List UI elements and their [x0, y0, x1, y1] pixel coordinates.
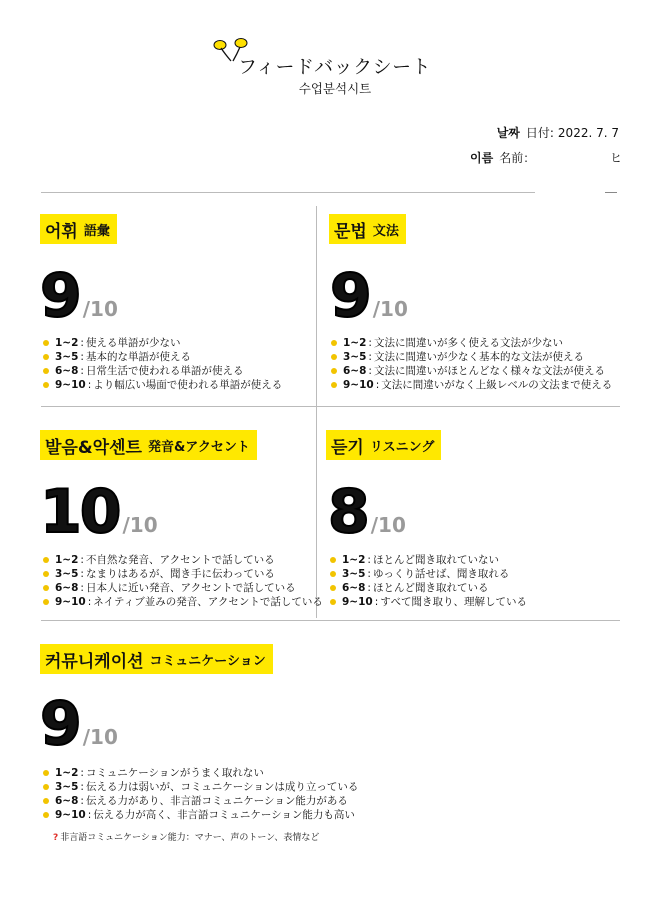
bullet-icon: [330, 557, 336, 563]
criterion-text: すべて聞き取り、理解している: [380, 596, 528, 608]
criterion-text: 文法に間違いが多く使える文法が少ない: [373, 337, 563, 349]
list-item: 3~5 : なまりはあるが、聞き手に伝わっている: [43, 567, 323, 581]
bullet-icon: [43, 382, 49, 388]
list-item: 6~8 : 日本人に近い発音、アクセントで話している: [43, 581, 323, 595]
grammar-title-ko: 문법: [334, 221, 367, 242]
list-item: 9~10 : 文法に間違いがなく上級レベルの文法まで使える: [331, 378, 612, 392]
criterion-range: 9~10: [342, 596, 373, 608]
footnote: [53, 830, 319, 843]
criterion-text: ゆっくり話せば、聞き取れる: [372, 568, 510, 580]
pronunciation-title-ko: 발음&악센트: [45, 437, 142, 458]
grammar-title-jp: 文法: [372, 223, 399, 239]
bullet-icon: [43, 557, 49, 563]
criterion-range: 6~8: [55, 582, 79, 594]
bullet-icon: [43, 812, 49, 818]
bullet-icon: [43, 770, 49, 776]
score-value: 9: [330, 261, 370, 331]
list-item: 1~2 : 使える単語が少ない: [43, 336, 282, 350]
criterion-text: 基本的な単語が使える: [85, 351, 191, 363]
bullet-icon: [43, 368, 49, 374]
bullet-icon: [43, 354, 49, 360]
vocabulary-score: [40, 261, 118, 331]
pronunciation-score: [40, 477, 158, 547]
bullet-icon: [331, 368, 337, 374]
grammar-score: [330, 261, 408, 331]
name-row: [470, 149, 623, 166]
date-value: 2022. 7. 7: [557, 125, 619, 140]
criterion-range: 1~2: [55, 337, 79, 349]
communication-heading: [40, 644, 273, 674]
communication-criteria: [43, 766, 358, 822]
vocabulary-title-ko: 어휘: [45, 221, 78, 242]
criterion-range: 6~8: [342, 582, 366, 594]
bullet-icon: [331, 354, 337, 360]
criterion-text: 伝える力があり、非言語コミュニケーション能力がある: [85, 795, 348, 807]
criterion-range: 3~5: [342, 568, 366, 580]
list-item: 6~8 : 伝える力があり、非言語コミュニケーション能力がある: [43, 794, 358, 808]
name-underline: [605, 192, 617, 193]
score-denominator: /10: [122, 513, 158, 537]
header-divider: [41, 192, 535, 193]
pronunciation-criteria: [43, 553, 323, 609]
criterion-text: 日本人に近い発音、アクセントで話している: [85, 582, 296, 594]
bullet-icon: [330, 599, 336, 605]
grid-divider-row1: [41, 406, 620, 407]
list-item: 6~8 : 日常生活で使われる単語が使える: [43, 364, 282, 378]
list-item: 3~5 : 文法に間違いが少なく基本的な文法が使える: [331, 350, 612, 364]
criterion-text: 伝える力は弱いが、コミュニケーションは成り立っている: [85, 781, 359, 793]
grammar-criteria: [331, 336, 612, 392]
name-label-ko: 이름: [470, 151, 494, 165]
criterion-range: 9~10: [55, 809, 86, 821]
criterion-range: 3~5: [55, 568, 79, 580]
list-item: 9~10 : すべて聞き取り、理解している: [330, 595, 527, 609]
question-mark-icon: ?: [53, 833, 59, 843]
list-item: 1~2 : 文法に間違いが多く使える文法が少ない: [331, 336, 612, 350]
score-value: 9: [40, 261, 80, 331]
pronunciation-heading: [40, 430, 257, 460]
vocabulary-heading: [40, 214, 117, 244]
criterion-text: より幅広い場面で使われる単語が使える: [93, 379, 283, 391]
score-value: 8: [328, 477, 368, 547]
bullet-icon: [43, 585, 49, 591]
criterion-text: 使える単語が少ない: [85, 337, 181, 349]
criterion-range: 6~8: [343, 365, 367, 377]
listening-heading: [326, 430, 441, 460]
score-denominator: /10: [82, 725, 118, 749]
criterion-text: ほとんど聞き取れていない: [372, 554, 499, 566]
communication-title-ko: 커뮤니케이션: [45, 651, 144, 672]
criterion-text: 文法に間違いがなく上級レベルの文法まで使える: [381, 379, 613, 391]
list-item: 3~5 : 伝える力は弱いが、コミュニケーションは成り立っている: [43, 780, 358, 794]
name-label-jp: 名前：: [499, 151, 536, 165]
criterion-range: 6~8: [55, 365, 79, 377]
bullet-icon: [331, 340, 337, 346]
listening-score: [328, 477, 406, 547]
list-item: 9~10 : ネイティブ並みの発音、アクセントで話している: [43, 595, 323, 609]
criterion-text: 不自然な発音、アクセントで話している: [85, 554, 275, 566]
criterion-text: なまりはあるが、聞き手に伝わっている: [85, 568, 275, 580]
bullet-icon: [43, 599, 49, 605]
bullet-icon: [330, 585, 336, 591]
date-row: [497, 124, 619, 141]
criterion-range: 3~5: [55, 781, 79, 793]
bullet-icon: [43, 340, 49, 346]
bullet-icon: [43, 798, 49, 804]
criterion-range: 3~5: [55, 351, 79, 363]
list-item: 6~8 : ほとんど聞き取れている: [330, 581, 527, 595]
score-denominator: /10: [82, 297, 118, 321]
listening-title-jp: リスニング: [369, 439, 435, 455]
vocabulary-title-jp: 語彙: [83, 223, 110, 239]
bullet-icon: [331, 382, 337, 388]
criterion-text: 日常生活で使われる単語が使える: [85, 365, 244, 377]
list-item: 3~5 : ゆっくり話せば、聞き取れる: [330, 567, 527, 581]
sheet-subtitle: 수업분석시트: [298, 81, 372, 96]
criterion-range: 9~10: [55, 379, 86, 391]
criterion-text: コミュニケーションがうまく取れない: [85, 767, 264, 779]
list-item: 1~2 : ほとんど聞き取れていない: [330, 553, 527, 567]
score-value: 10: [40, 477, 120, 547]
date-label-jp: 日付:: [525, 126, 554, 140]
vocabulary-criteria: [43, 336, 282, 392]
listening-title-ko: 듣기: [331, 437, 364, 458]
criterion-range: 3~5: [343, 351, 367, 363]
list-item: 1~2 : 不自然な発音、アクセントで話している: [43, 553, 323, 567]
criterion-text: ほとんど聞き取れている: [372, 582, 489, 594]
score-denominator: /10: [370, 513, 406, 537]
list-item: 1~2 : コミュニケーションがうまく取れない: [43, 766, 358, 780]
bullet-icon: [43, 571, 49, 577]
listening-criteria: [330, 553, 527, 609]
communication-score: [40, 689, 118, 759]
grid-divider-row2: [41, 620, 620, 621]
criterion-range: 9~10: [55, 596, 86, 608]
criterion-range: 1~2: [343, 337, 367, 349]
criterion-range: 1~2: [342, 554, 366, 566]
criterion-range: 1~2: [55, 767, 79, 779]
criterion-text: ネイティブ並みの発音、アクセントで話している: [93, 596, 323, 608]
criterion-range: 9~10: [343, 379, 374, 391]
score-value: 9: [40, 689, 80, 759]
score-denominator: /10: [372, 297, 408, 321]
list-item: 9~10 : より幅広い場面で使われる単語が使える: [43, 378, 282, 392]
pronunciation-title-jp: 発音&アクセント: [147, 439, 250, 455]
criterion-text: 文法に間違いが少なく基本的な文法が使える: [373, 351, 584, 363]
communication-title-jp: コミュニケーション: [149, 653, 266, 669]
date-label-ko: 날짜: [496, 126, 520, 140]
grammar-heading: [329, 214, 406, 244]
list-item: 9~10 : 伝える力が高く、非言語コミュニケーション能力も高い: [43, 808, 358, 822]
criterion-text: 文法に間違いがほとんどなく様々な文法が使える: [373, 365, 605, 377]
bullet-icon: [43, 784, 49, 790]
bullet-icon: [330, 571, 336, 577]
criterion-range: 1~2: [55, 554, 79, 566]
list-item: 6~8 : 文法に間違いがほとんどなく様々な文法が使える: [331, 364, 612, 378]
list-item: 3~5 : 基本的な単語が使える: [43, 350, 282, 364]
sheet-title: フィードバックシート: [238, 56, 432, 78]
criterion-range: 6~8: [55, 795, 79, 807]
footnote-text: 非言語コミュニケーション能力：マナー、声のトーン、表情など: [60, 833, 320, 843]
name-value: ヒ: [610, 151, 623, 165]
criterion-text: 伝える力が高く、非言語コミュニケーション能力も高い: [93, 809, 355, 821]
